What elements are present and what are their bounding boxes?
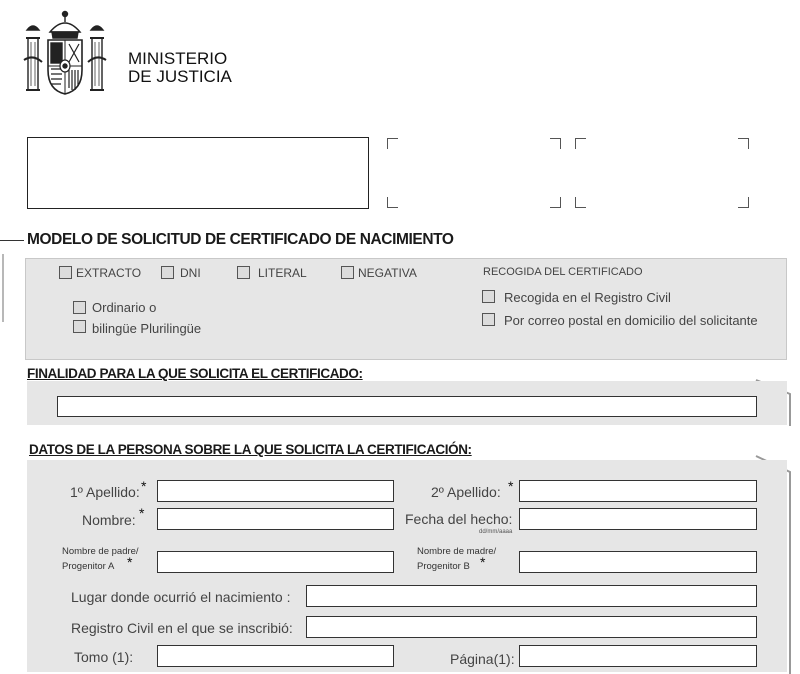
name-label: Nombre: xyxy=(82,512,136,528)
margin-bar xyxy=(2,254,4,322)
dni-label: DNI xyxy=(180,266,201,280)
required-mark: * xyxy=(480,554,486,570)
purpose-heading: FINALIDAD PARA LA QUE SOLICITA EL CERTIFICADO: xyxy=(27,366,363,381)
ministry-name xyxy=(128,50,232,86)
corner-mark xyxy=(550,197,561,208)
surname1-input[interactable] xyxy=(157,480,394,502)
volume-input[interactable] xyxy=(157,645,394,667)
required-mark: * xyxy=(141,478,147,494)
ordinario-checkbox[interactable] xyxy=(73,301,86,314)
page-input[interactable] xyxy=(519,645,757,667)
event-date-label: Fecha del hecho: xyxy=(405,511,513,527)
literal-label: LITERAL xyxy=(258,266,307,280)
event-date-input[interactable] xyxy=(519,508,757,530)
literal-checkbox[interactable] xyxy=(237,266,250,279)
negativa-checkbox[interactable] xyxy=(341,266,354,279)
required-mark: * xyxy=(127,554,133,570)
corner-mark xyxy=(387,138,398,149)
pickup-registry-checkbox[interactable] xyxy=(482,290,495,303)
ministry-line-2: DE JUSTICIA xyxy=(128,67,232,86)
father-label-line2: Progenitor A xyxy=(62,561,115,572)
mother-label-line2: Progenitor B xyxy=(417,561,470,572)
dni-checkbox[interactable] xyxy=(161,266,174,279)
mother-label-line1: Nombre de madre/ xyxy=(417,546,497,557)
corner-mark xyxy=(550,138,561,149)
father-name-input[interactable] xyxy=(157,551,394,573)
volume-label: Tomo (1): xyxy=(74,649,134,665)
ministry-line-1: MINISTERIO xyxy=(128,49,228,68)
surname1-label: 1º Apellido: xyxy=(70,484,140,500)
required-mark: * xyxy=(139,505,145,521)
postal-mail-checkbox[interactable] xyxy=(482,313,495,326)
registry-label: Registro Civil en el que se inscribió: xyxy=(71,620,293,636)
corner-mark xyxy=(738,197,749,208)
registry-stamp-box[interactable] xyxy=(27,137,369,209)
extracto-checkbox[interactable] xyxy=(59,266,72,279)
corner-mark xyxy=(575,197,586,208)
bilingual-label: bilingüe Plurilingüe xyxy=(92,321,202,336)
name-input[interactable] xyxy=(157,508,394,530)
coat-of-arms-icon xyxy=(22,8,108,100)
form-title: MODELO DE SOLICITUD DE CERTIFICADO DE NACIMIENTO xyxy=(27,231,454,248)
person-heading: DATOS DE LA PERSONA SOBRE LA QUE SOLICITA LA CERTIFICACIÓN: xyxy=(29,442,472,457)
exit-stamp-area xyxy=(575,138,749,208)
ordinario-label: Ordinario o xyxy=(92,300,157,315)
collection-heading: RECOGIDA DEL CERTIFICADO xyxy=(483,266,643,278)
bilingual-checkbox[interactable] xyxy=(73,320,86,333)
birth-place-label: Lugar donde ocurrió el nacimiento : xyxy=(71,589,291,605)
birth-place-input[interactable] xyxy=(306,585,757,607)
corner-mark xyxy=(738,138,749,149)
surname2-label: 2º Apellido: xyxy=(431,484,501,500)
registry-input[interactable] xyxy=(306,616,757,638)
extracto-label: EXTRACTO xyxy=(76,266,142,280)
mother-name-input[interactable] xyxy=(519,551,757,573)
page-label: Página(1): xyxy=(450,651,515,667)
postal-mail-label: Por correo postal en domicilio del solicitante xyxy=(504,313,758,328)
negativa-label: NEGATIVA xyxy=(358,266,417,280)
required-mark: * xyxy=(508,478,514,494)
surname2-input[interactable] xyxy=(519,480,757,502)
date-format-hint: dd/mm/aaaa xyxy=(479,529,513,535)
corner-mark xyxy=(575,138,586,149)
entry-stamp-area xyxy=(387,138,561,208)
purpose-input[interactable] xyxy=(57,396,757,417)
pickup-registry-label: Recogida en el Registro Civil xyxy=(504,290,671,305)
corner-mark xyxy=(387,197,398,208)
father-label-line1: Nombre de padre/ xyxy=(62,546,139,557)
title-rule xyxy=(0,240,24,241)
